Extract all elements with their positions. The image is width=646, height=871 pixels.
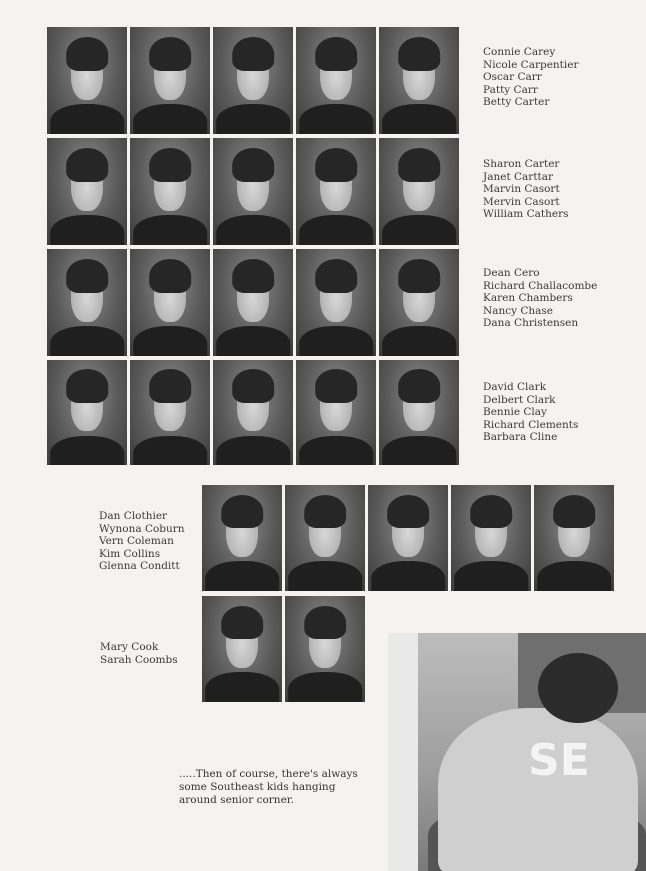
student-name: Richard Clements — [483, 418, 579, 431]
student-name: Vern Coleman — [99, 535, 174, 548]
student-name: Dean Cero — [483, 267, 540, 279]
name-list-row-4 — [483, 381, 578, 444]
photo-door — [388, 633, 418, 871]
portrait-row-6 — [202, 596, 365, 702]
student-name: Marvin Casort — [483, 183, 560, 196]
portrait — [47, 360, 127, 465]
student-name: Nancy Chase — [483, 304, 554, 317]
student-name: Delbert Clark — [483, 393, 556, 406]
portrait — [130, 249, 210, 356]
portrait — [379, 27, 459, 134]
portrait — [285, 485, 365, 591]
portrait — [213, 249, 293, 356]
student-name: Karen Chambers — [483, 292, 573, 305]
name-list-row-5 — [99, 510, 185, 573]
student-name: Janet Carttar — [483, 170, 554, 183]
student-name: Kim Collins — [99, 547, 161, 560]
jersey — [438, 708, 638, 871]
student-name: Bennie Clay — [483, 406, 547, 419]
candid-photo — [388, 633, 646, 871]
student-name: David Clark — [483, 381, 547, 393]
portrait — [130, 360, 210, 465]
portrait — [285, 596, 365, 702]
student-name: Richard Challacombe — [483, 279, 598, 292]
photo-caption: .....Then of course, there's always some Southeast kids hanging around senior corner. — [179, 768, 358, 806]
portrait — [47, 138, 127, 245]
student-name: Wynona Coburn — [99, 522, 185, 535]
portrait — [213, 27, 293, 134]
name-list-row-1 — [483, 46, 578, 109]
portrait — [296, 138, 376, 245]
jersey-number: SE — [528, 735, 590, 786]
portrait — [368, 485, 448, 591]
student-name: Barbara Cline — [483, 431, 558, 444]
portrait — [213, 360, 293, 465]
portrait — [534, 485, 614, 591]
student-name: William Cathers — [483, 208, 569, 221]
student-name: Nicole Carpentier — [483, 58, 579, 71]
student-name: Sharon Carter — [483, 158, 560, 170]
portrait — [47, 27, 127, 134]
student-name: Dana Christensen — [483, 317, 579, 330]
portrait — [379, 360, 459, 465]
portrait — [296, 249, 376, 356]
portrait-row-4 — [47, 360, 459, 465]
student-name: Betty Carter — [483, 96, 550, 109]
student-name: Oscar Carr — [483, 71, 542, 84]
student-name: Patty Carr — [483, 83, 538, 96]
portrait — [379, 249, 459, 356]
portrait — [202, 485, 282, 591]
portrait — [213, 138, 293, 245]
portrait — [379, 138, 459, 245]
portrait — [130, 27, 210, 134]
student-name: Connie Carey — [483, 46, 556, 58]
portrait-row-5 — [202, 485, 614, 591]
portrait — [202, 596, 282, 702]
student-name: Glenna Conditt — [99, 560, 180, 573]
name-list-row-2 — [483, 158, 569, 221]
portrait-row-1 — [47, 27, 459, 134]
name-list-row-6 — [100, 641, 178, 666]
helmet — [538, 653, 618, 723]
student-name: Mervin Casort — [483, 195, 560, 208]
student-name: Mary Cook — [100, 641, 159, 653]
portrait — [47, 249, 127, 356]
portrait — [296, 27, 376, 134]
student-name: Sarah Coombs — [100, 653, 178, 666]
name-list-row-3 — [483, 267, 597, 330]
student-name: Dan Clothier — [99, 510, 168, 522]
portrait — [296, 360, 376, 465]
portrait — [130, 138, 210, 245]
portrait-row-2 — [47, 138, 459, 245]
portrait — [451, 485, 531, 591]
portrait-row-3 — [47, 249, 459, 356]
